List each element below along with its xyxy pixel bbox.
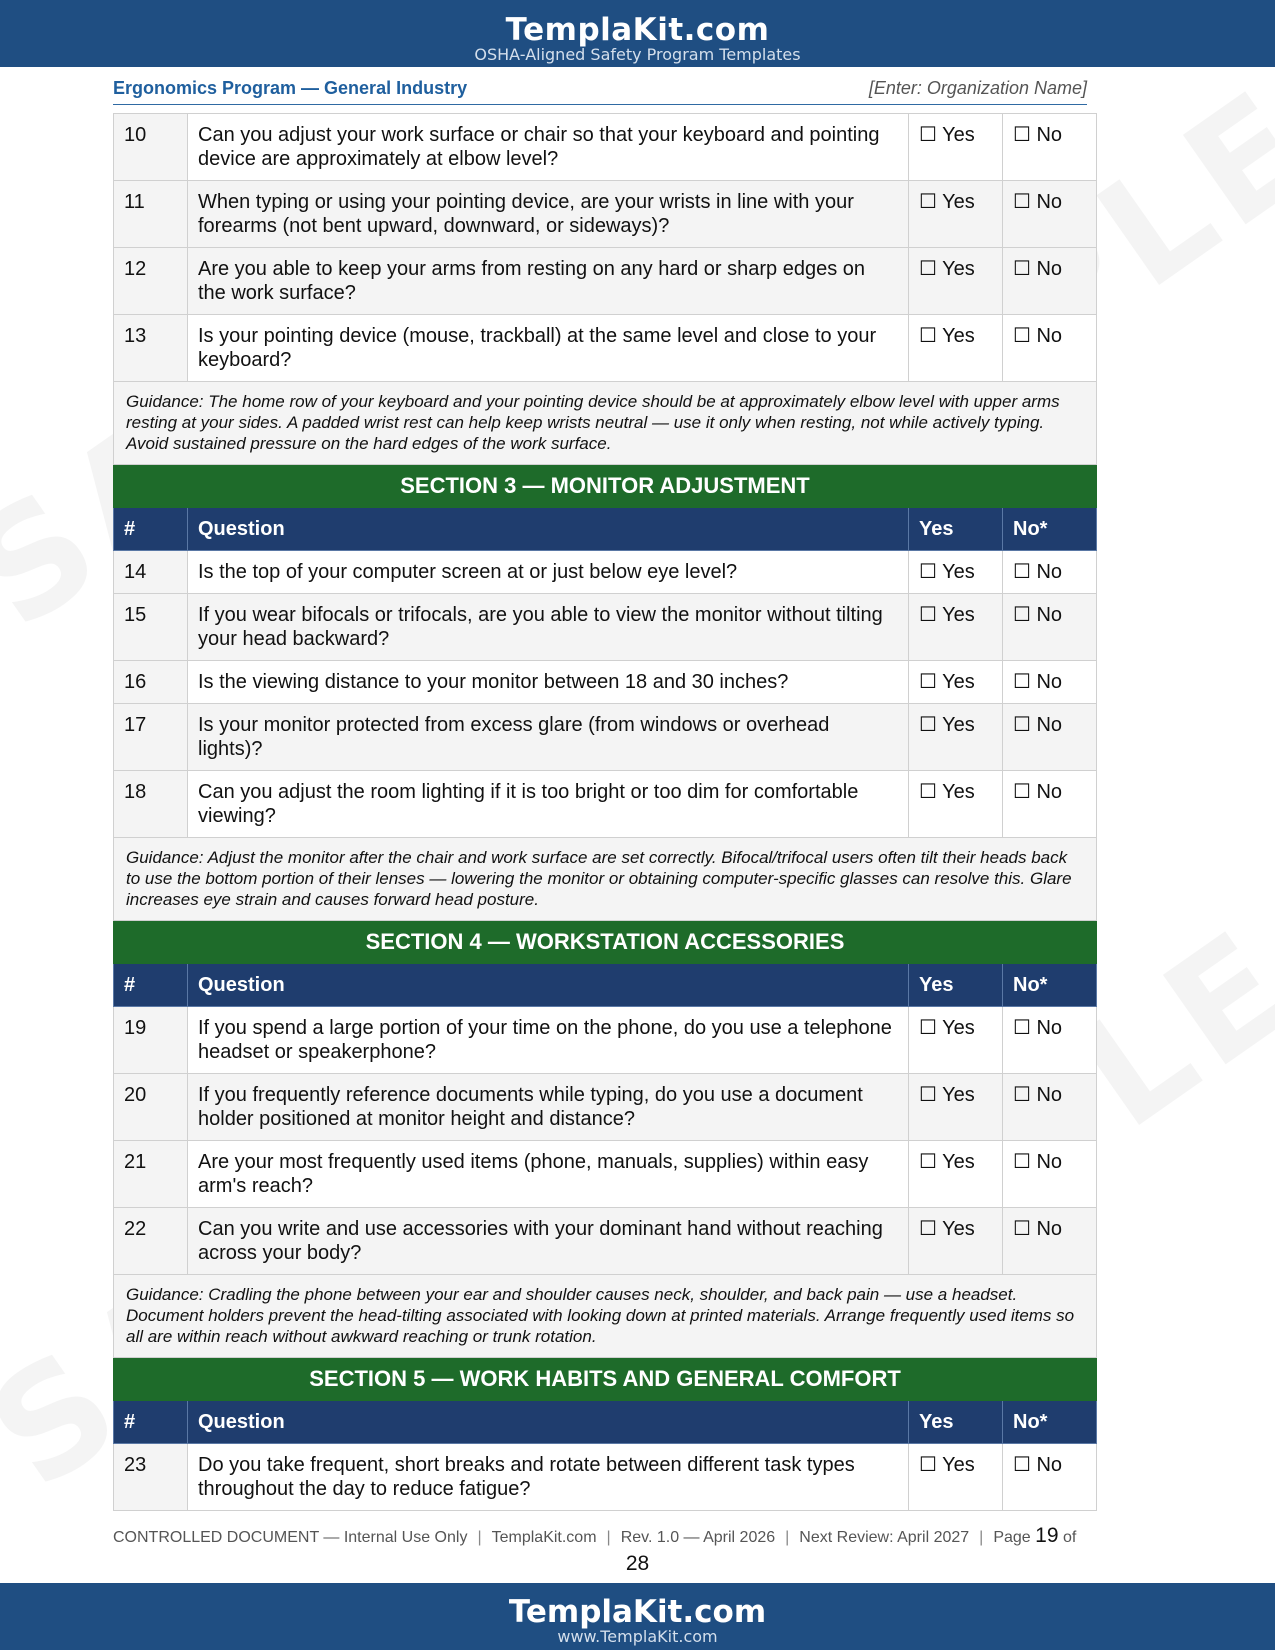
question-number: 19 <box>114 1007 188 1074</box>
question-number: 16 <box>114 661 188 704</box>
organization-placeholder: [Enter: Organization Name] <box>868 78 1087 98</box>
table-row <box>114 1444 1097 1511</box>
question-number: 14 <box>114 551 188 594</box>
program-title: Ergonomics Program — General Industry <box>113 78 468 98</box>
table-row <box>114 248 1097 315</box>
no-checkbox[interactable]: ☐ No <box>1003 181 1097 248</box>
column-header-question: Question <box>188 508 909 551</box>
guidance-note: Guidance: The home row of your keyboard and your pointing device should be at approximately elbow level with upper arms resting at your sides. A padded wrist rest can help keep wrists neutral — use it only when resting, not while actively typing. Avoid sustained pressure on the hard edges of the work surface. <box>114 382 1097 465</box>
table-row <box>114 1208 1097 1275</box>
bottom-url[interactable]: www.TemplaKit.com <box>557 1627 718 1646</box>
section-header <box>114 921 1097 964</box>
table-row <box>114 315 1097 382</box>
footer-separator: | <box>477 1529 482 1546</box>
no-checkbox[interactable]: ☐ No <box>1003 594 1097 661</box>
table-row <box>114 1007 1097 1074</box>
next-review-label: Next Review: April 2027 <box>799 1529 970 1546</box>
table-row <box>114 1141 1097 1208</box>
footer-separator: | <box>785 1529 790 1546</box>
question-text: Are you able to keep your arms from resting on any hard or sharp edges on the work surface? <box>188 248 909 315</box>
table-row <box>114 551 1097 594</box>
table-row <box>114 1074 1097 1141</box>
footer-site: TemplaKit.com <box>491 1529 597 1546</box>
question-text: Is your pointing device (mouse, trackball) at the same level and close to your keyboard? <box>188 315 909 382</box>
no-checkbox[interactable]: ☐ No <box>1003 551 1097 594</box>
page-number: 19 <box>1035 1524 1059 1547</box>
guidance-row <box>114 382 1097 465</box>
revision-label: Rev. 1.0 — April 2026 <box>620 1529 776 1546</box>
yes-checkbox[interactable]: ☐ Yes <box>909 771 1003 838</box>
top-banner <box>0 0 1275 67</box>
question-text: Are your most frequently used items (phone, manuals, supplies) within easy arm's reach? <box>188 1141 909 1208</box>
question-number: 21 <box>114 1141 188 1208</box>
guidance-row <box>114 1275 1097 1358</box>
column-header-row <box>114 508 1097 551</box>
footer-separator: | <box>606 1529 611 1546</box>
question-number: 22 <box>114 1208 188 1275</box>
column-header-number: # <box>114 964 188 1007</box>
question-text: Can you adjust your work surface or chair so that your keyboard and pointing device are approximately at elbow level? <box>188 114 909 181</box>
question-text: Is the viewing distance to your monitor between 18 and 30 inches? <box>188 661 909 704</box>
question-text: Is your monitor protected from excess glare (from windows or overhead lights)? <box>188 704 909 771</box>
question-number: 18 <box>114 771 188 838</box>
yes-checkbox[interactable]: ☐ Yes <box>909 1444 1003 1511</box>
page-label: Page <box>993 1529 1031 1546</box>
table-row <box>114 704 1097 771</box>
question-number: 23 <box>114 1444 188 1511</box>
page-of-label: of <box>1062 1529 1077 1546</box>
no-checkbox[interactable]: ☐ No <box>1003 1007 1097 1074</box>
column-header-yes: Yes <box>909 964 1003 1007</box>
question-text: Is the top of your computer screen at or just below eye level? <box>188 551 909 594</box>
section-title: SECTION 4 — WORKSTATION ACCESSORIES <box>114 921 1097 964</box>
question-text: If you spend a large portion of your time on the phone, do you use a telephone headset or speakerphone? <box>188 1007 909 1074</box>
document-header <box>113 76 1087 105</box>
column-header-no: No* <box>1003 508 1097 551</box>
no-checkbox[interactable]: ☐ No <box>1003 248 1097 315</box>
question-text: If you wear bifocals or trifocals, are you able to view the monitor without tilting your head backward? <box>188 594 909 661</box>
question-number: 10 <box>114 114 188 181</box>
no-checkbox[interactable]: ☐ No <box>1003 771 1097 838</box>
column-header-row <box>114 964 1097 1007</box>
guidance-note: Guidance: Cradling the phone between your ear and shoulder causes neck, shoulder, and back pain — use a headset. Document holders prevent the head-tilting associated with looking down at printed materials. Arrange frequently used items so all are within reach without awkward reaching or trunk rotation. <box>114 1275 1097 1358</box>
question-text: Can you write and use accessories with your dominant hand without reaching across your body? <box>188 1208 909 1275</box>
question-text: Do you take frequent, short breaks and rotate between different task types throughout the day to reduce fatigue? <box>188 1444 909 1511</box>
no-checkbox[interactable]: ☐ No <box>1003 1444 1097 1511</box>
page-total: 28 <box>625 1552 650 1575</box>
section-title: SECTION 3 — MONITOR ADJUSTMENT <box>114 465 1097 508</box>
question-text: Can you adjust the room lighting if it is too bright or too dim for comfortable viewing? <box>188 771 909 838</box>
question-number: 17 <box>114 704 188 771</box>
question-number: 15 <box>114 594 188 661</box>
yes-checkbox[interactable]: ☐ Yes <box>909 704 1003 771</box>
section-header <box>114 1358 1097 1401</box>
question-text: If you frequently reference documents while typing, do you use a document holder positioned at monitor height and distance? <box>188 1074 909 1141</box>
yes-checkbox[interactable]: ☐ Yes <box>909 1141 1003 1208</box>
table-row <box>114 661 1097 704</box>
question-number: 20 <box>114 1074 188 1141</box>
question-text: When typing or using your pointing device, are your wrists in line with your forearms (not bent upward, downward, or sideways)? <box>188 181 909 248</box>
yes-checkbox[interactable]: ☐ Yes <box>909 181 1003 248</box>
yes-checkbox[interactable]: ☐ Yes <box>909 1208 1003 1275</box>
no-checkbox[interactable]: ☐ No <box>1003 114 1097 181</box>
controlled-notice: CONTROLLED DOCUMENT — Internal Use Only <box>113 1529 468 1546</box>
footer-separator: | <box>979 1529 984 1546</box>
column-header-yes: Yes <box>909 508 1003 551</box>
yes-checkbox[interactable]: ☐ Yes <box>909 1007 1003 1074</box>
column-header-number: # <box>114 1401 188 1444</box>
yes-checkbox[interactable]: ☐ Yes <box>909 114 1003 181</box>
no-checkbox[interactable]: ☐ No <box>1003 704 1097 771</box>
no-checkbox[interactable]: ☐ No <box>1003 315 1097 382</box>
brand-title: TemplaKit.com <box>505 12 770 48</box>
no-checkbox[interactable]: ☐ No <box>1003 1141 1097 1208</box>
checklist-table <box>113 113 1097 1511</box>
bottom-brand: TemplaKit.com <box>508 1594 767 1630</box>
column-header-no: No* <box>1003 1401 1097 1444</box>
column-header-yes: Yes <box>909 1401 1003 1444</box>
column-header-number: # <box>114 508 188 551</box>
question-number: 12 <box>114 248 188 315</box>
column-header-question: Question <box>188 1401 909 1444</box>
column-header-no: No* <box>1003 964 1097 1007</box>
guidance-note: Guidance: Adjust the monitor after the chair and work surface are set correctly. Bifocal/trifocal users often tilt their heads back to use the bottom portion of their lenses — lowering the monitor or obtaining computer-specific glasses can resolve this. Glare increases eye strain and causes forward head posture. <box>114 838 1097 921</box>
page-footer <box>113 1525 1162 1549</box>
no-checkbox[interactable]: ☐ No <box>1003 661 1097 704</box>
table-row <box>114 771 1097 838</box>
yes-checkbox[interactable]: ☐ Yes <box>909 1074 1003 1141</box>
question-number: 13 <box>114 315 188 382</box>
column-header-question: Question <box>188 964 909 1007</box>
no-checkbox[interactable]: ☐ No <box>1003 1208 1097 1275</box>
yes-checkbox[interactable]: ☐ Yes <box>909 248 1003 315</box>
section-title: SECTION 5 — WORK HABITS AND GENERAL COMFORT <box>114 1358 1097 1401</box>
table-row <box>114 594 1097 661</box>
yes-checkbox[interactable]: ☐ Yes <box>909 315 1003 382</box>
bottom-banner <box>0 1583 1275 1650</box>
table-row <box>114 181 1097 248</box>
brand-tagline: OSHA-Aligned Safety Program Templates <box>474 45 801 64</box>
table-row <box>114 114 1097 181</box>
yes-checkbox[interactable]: ☐ Yes <box>909 551 1003 594</box>
question-number: 11 <box>114 181 188 248</box>
yes-checkbox[interactable]: ☐ Yes <box>909 594 1003 661</box>
guidance-row <box>114 838 1097 921</box>
no-checkbox[interactable]: ☐ No <box>1003 1074 1097 1141</box>
yes-checkbox[interactable]: ☐ Yes <box>909 661 1003 704</box>
column-header-row <box>114 1401 1097 1444</box>
section-header <box>114 465 1097 508</box>
